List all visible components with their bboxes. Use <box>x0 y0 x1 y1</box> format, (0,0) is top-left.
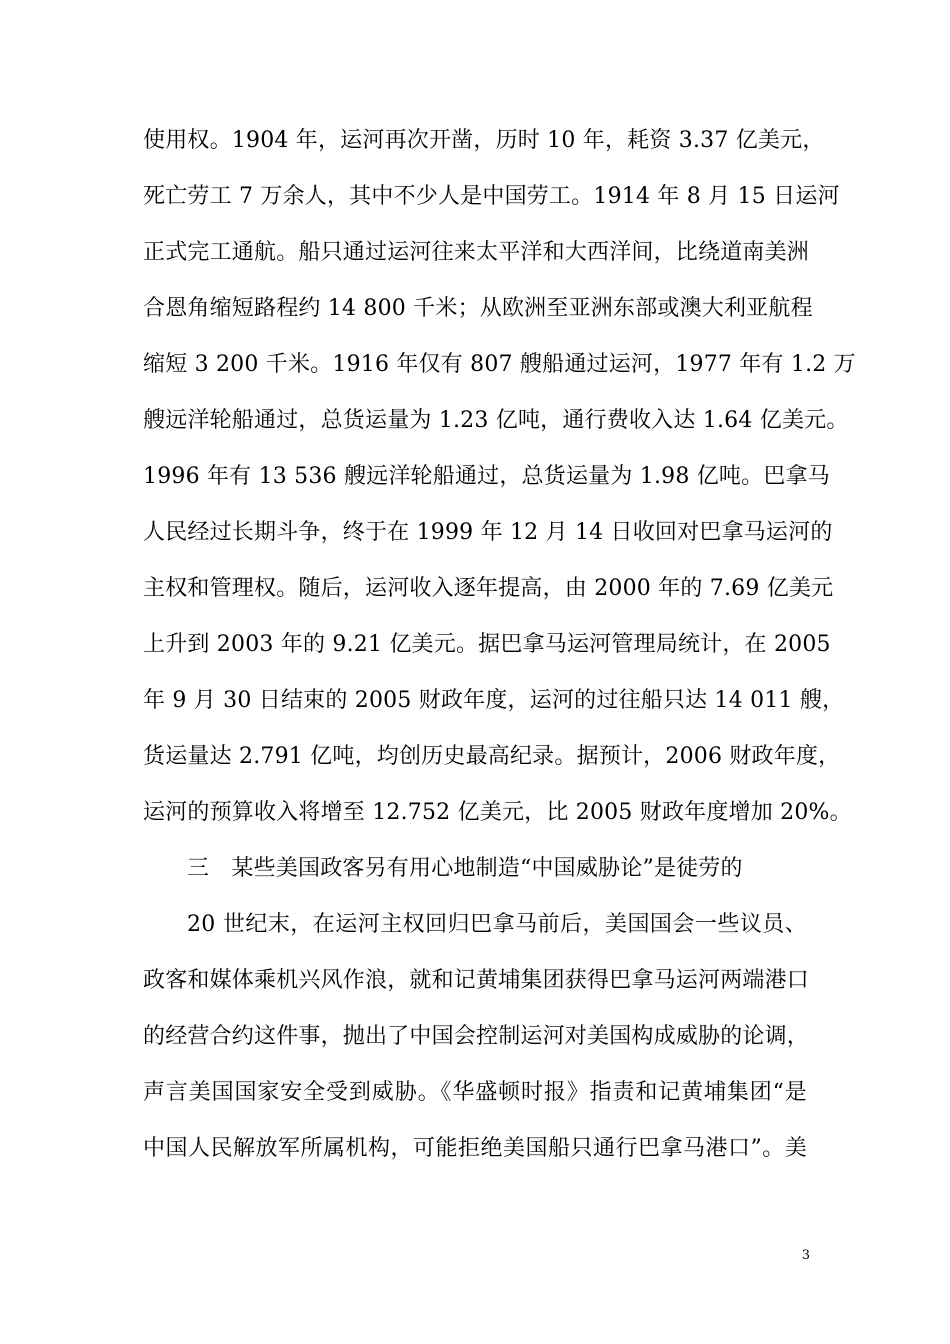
text-line: 政客和媒体乘机兴风作浪，就和记黄埔集团获得巴拿马运河两端港口 <box>143 968 810 993</box>
text-line: 人民经过长期斗争，终于在 1999 年 12 月 14 日收回对巴拿马运河的 <box>143 520 833 545</box>
text-line: 中国人民解放军所属机构，可能拒绝美国船只通行巴拿马港口”。美 <box>143 1136 807 1161</box>
text-line: 1996 年有 13 536 艘远洋轮船通过，总货运量为 1.98 亿吨。巴拿马 <box>143 464 830 489</box>
text-line: 主权和管理权。随后，运河收入逐年提高，由 2000 年的 7.69 亿美元 <box>143 576 834 601</box>
text-line: 的经营合约这件事，抛出了中国会控制运河对美国构成威胁的论调， <box>143 1024 810 1049</box>
text-line: 缩短 3 200 千米。1916 年仅有 807 艘船通过运河，1977 年有 1.2 万 <box>143 352 856 377</box>
text-line: 合恩角缩短路程约 14 800 千米；从欧洲至亚洲东部或澳大利亚航程 <box>143 296 813 321</box>
text-line: 艘远洋轮船通过，总货运量为 1.23 亿吨，通行费收入达 1.64 亿美元。 <box>143 408 849 433</box>
text-line: 死亡劳工 7 万余人，其中不少人是中国劳工。1914 年 8 月 15 日运河 <box>143 184 840 209</box>
page-number: 3 <box>801 1248 810 1263</box>
text-line: 声言美国国家安全受到威胁。《华盛顿时报》指责和记黄埔集团“是 <box>143 1080 807 1105</box>
text-line: 上升到 2003 年的 9.21 亿美元。据巴拿马运河管理局统计，在 2005 <box>143 632 831 657</box>
text-line: 年 9 月 30 日结束的 2005 财政年度，运河的过往船只达 14 011 艘， <box>143 688 845 713</box>
text-line: 货运量达 2.791 亿吨，均创历史最高纪录。据预计，2006 财政年度， <box>143 744 841 769</box>
text-line: 正式完工通航。船只通过运河往来太平洋和大西洋间，比绕道南美洲 <box>143 240 810 265</box>
text-line: 使用权。1904 年，运河再次开凿，历时 10 年，耗资 3.37 亿美元， <box>143 128 825 153</box>
text-line: 20 世纪末，在运河主权回归巴拿马前后，美国国会一些议员、 <box>187 912 807 937</box>
section-heading: 三 某些美国政客另有用心地制造“中国威胁论”是徒劳的 <box>187 856 743 881</box>
text-line: 运河的预算收入将增至 12.752 亿美元，比 2005 财政年度增加 20%。 <box>143 800 852 825</box>
